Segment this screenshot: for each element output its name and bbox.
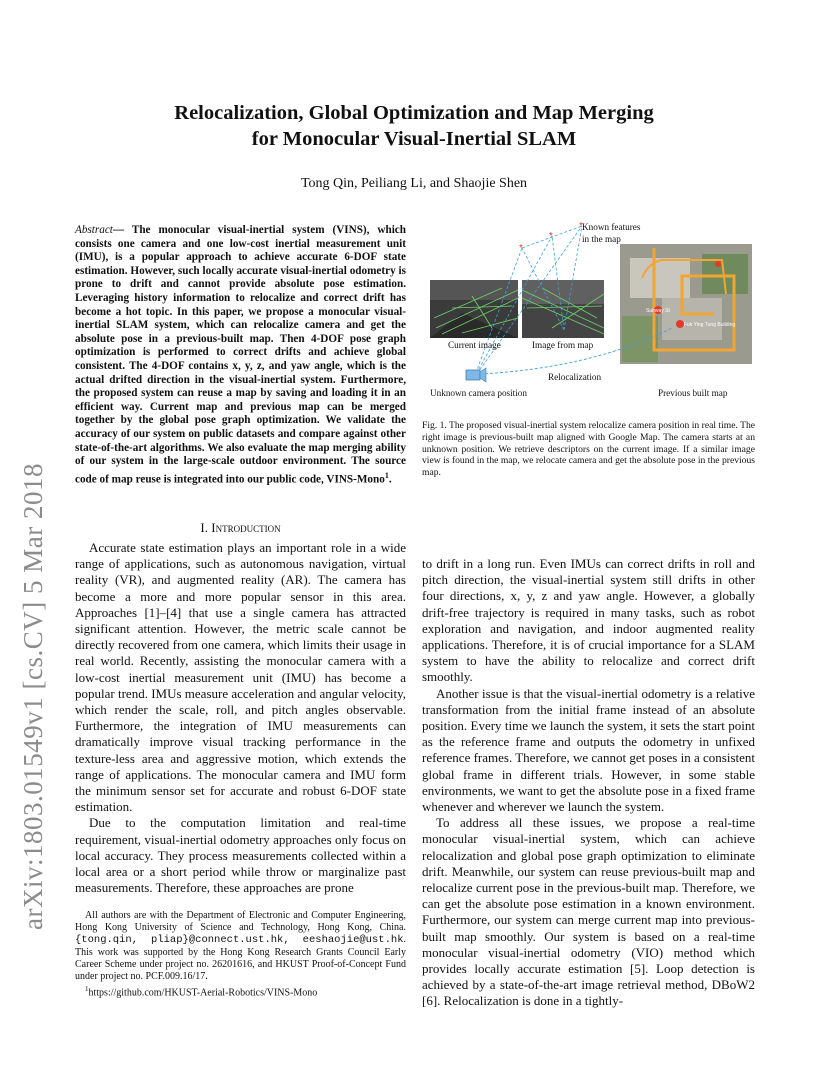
footnote-mark: 1 — [384, 470, 389, 480]
label-known-features: Known features — [582, 222, 641, 232]
title-line-1: Relocalization, Global Optimization and Map Merging — [174, 102, 654, 124]
abstract-label: Abstract — [75, 224, 113, 236]
figure-1 — [422, 218, 762, 408]
email-addresses: {tong.qin, pliap}@connect.ust.hk, eeshaojie@ust.hk — [75, 934, 404, 947]
affiliation-footnote — [75, 910, 406, 983]
code-url[interactable]: https://github.com/HKUST-Aerial-Robotics/VINS-Mono — [88, 987, 318, 999]
figure-caption: Fig. 1. The proposed visual-inertial system relocalize camera position in real time. The right image is previous-built map aligned with Google Map. The camera starts at an unknown position. We retrieve descriptors on the current image. If a similar image view is found in the map, we relocate camera and get the absolute pose in the previous map. — [422, 420, 755, 479]
label-current-image: Current image — [448, 340, 501, 350]
url-footnote — [75, 983, 406, 1000]
section-heading — [75, 520, 406, 536]
footnotes — [75, 910, 406, 1000]
left-paragraph-2: Due to the computation limitation and real-time requirement, visual-inertial odometry approaches only focus on local accuracy. They process measurements collected within a local area or a short period while throw or marginalize past measurements. Therefore, these approaches are prone — [75, 815, 406, 896]
arxiv-watermark: arXiv:1803.01549v1 [cs.CV] 5 Mar 2018 — [18, 463, 48, 930]
section-number: I. — [200, 520, 212, 535]
right-column — [422, 556, 755, 1010]
url-footnote-mark: 1 — [85, 985, 89, 994]
label-image-from-map: Image from map — [532, 340, 594, 350]
left-paragraph-1: Accurate state estimation plays an important role in a wide range of applications, such as autonomous navigation, virtual reality (VR), and augmented reality (AR). The camera has become a more and more popular sensor in this area. Approaches [1]–[4] that use a single camera has attracted significant attention. However, the metric scale cannot be directly recovered from one camera, which limits their usage in real world. Recently, assisting the monocular camera with a low-cost inertial measurement unit (IMU) has become a popular trend. IMUs measure acceleration and angular velocity, which render the scale, roll, and pitch angles observable. Furthermore, the integration of IMU measurements can dramatically improve visual tracking performance in the texture-less area and aggressive motion, which extends the range of applications. The monocular camera and IMU form the minimum sensor set for accurate and robust 6-DOF state estimation. — [75, 540, 406, 815]
svg-text:*: * — [549, 231, 553, 242]
right-paragraph-3: To address all these issues, we propose a real-time monocular visual-inertial system, which can achieve relocalization and global pose graph optimization to eliminate drift. Meanwhile, our system can reuse previous-built map and relocalize current pose in the previous-built map. Therefore, we can get the absolute pose estimation in a known environment. Furthermore, our system can merge current map into previous-built map smoothly. Our system is based on a real-time monocular visual-inertial odometry (VIO) method which provides locally accurate estimation [5]. Loop detection is achieved by a state-of-the-art image retrieval method, DBoW2 [6]. Relocalization is done in a tightly- — [422, 815, 755, 1009]
abstract-end: . — [388, 473, 392, 486]
svg-text:*: * — [579, 221, 583, 232]
right-paragraph-1: to drift in a long run. Even IMUs can correct drifts in roll and pitch direction, the visual-inertial system still drifts in other four directions, x, y, z and yaw angle. However, a globally drift-free trajectory is required in many tasks, such as robot exploration and navigation, and indoor augmented reality applications. Therefore, it is of crucial importance for a SLAM system to have the ability to relocalize and correct drift smoothly. — [422, 556, 755, 685]
label-in-the-map: in the map — [582, 234, 621, 244]
abstract — [75, 224, 406, 487]
right-paragraph-2: Another issue is that the visual-inertial odometry is a relative transformation from the initial frame instead of an absolute position. Every time we launch the system, it sets the start point as the reference frame and outputs the odometry in unfixed reference frames. Therefore, we cannot get poses in a consistent global frame in different trials. However, in some stable environments, we want to get the absolute pose in a fixed frame whenever and wherever we launch the system. — [422, 685, 755, 815]
camera-icon — [466, 370, 480, 380]
label-unknown-camera: Unknown camera position — [430, 388, 527, 398]
map-tag-2: Fok Ying Tung Building — [684, 322, 736, 328]
affiliation-a: All authors are with the Department of Electronic and Computer Engineering, Hong Kong University of Science and Technology, Hong Kong, China. — [75, 910, 406, 934]
svg-text:*: * — [519, 243, 523, 254]
paper-title — [0, 100, 828, 152]
affiliation-b: . This work was supported by the Hong Kong Research Grants Council Early Career Scheme under project no. 26201616, and HKUST Proof-of-Concept Fund under project no. PCF.009.16/17. — [75, 934, 406, 983]
abstract-dash: — — [112, 224, 132, 236]
authors: Tong Qin, Peiliang Li, and Shaojie Shen — [300, 176, 528, 191]
label-previous-map: Previous built map — [658, 388, 728, 398]
abstract-text: The monocular visual-inertial system (VINS), which consists one camera and one low-cost inertial measurement unit (IMU), is a popular approach to achieve accurate 6-DOF state estimation. However, such locally accurate visual-inertial odometry is prone to drift and cannot provide absolute pose estimation. Leveraging history information to relocalize and correct drift has become a hot topic. In this paper, we propose a monocular visual-inertial SLAM system, which can relocalize camera and get the absolute pose in a previous-built map. Then 4-DOF pose graph optimization is performed to correct drifts and achieve global consistent. The 4-DOF contains x, y, z, and yaw angle, which is the actual drifted direction in the visual-inertial system. Furthermore, the proposed system can reuse a map by saving and loading it in an efficient way. Current map and previous map can be merged together by the global pose graph optimization. We validate the accuracy of our system on public datasets and compare against other state-of-the-art algorithms. We also evaluate the map merging ability of our system in the large-scale outdoor environment. The source code of map reuse is integrated into our public code, VINS-Mono — [75, 224, 406, 486]
left-column — [75, 540, 406, 896]
label-relocalization: Relocalization — [548, 372, 602, 382]
title-line-2: for Monocular Visual-Inertial SLAM — [251, 128, 577, 150]
section-title: Introduction — [211, 520, 281, 535]
map-tag-1: Subway St — [646, 308, 670, 314]
